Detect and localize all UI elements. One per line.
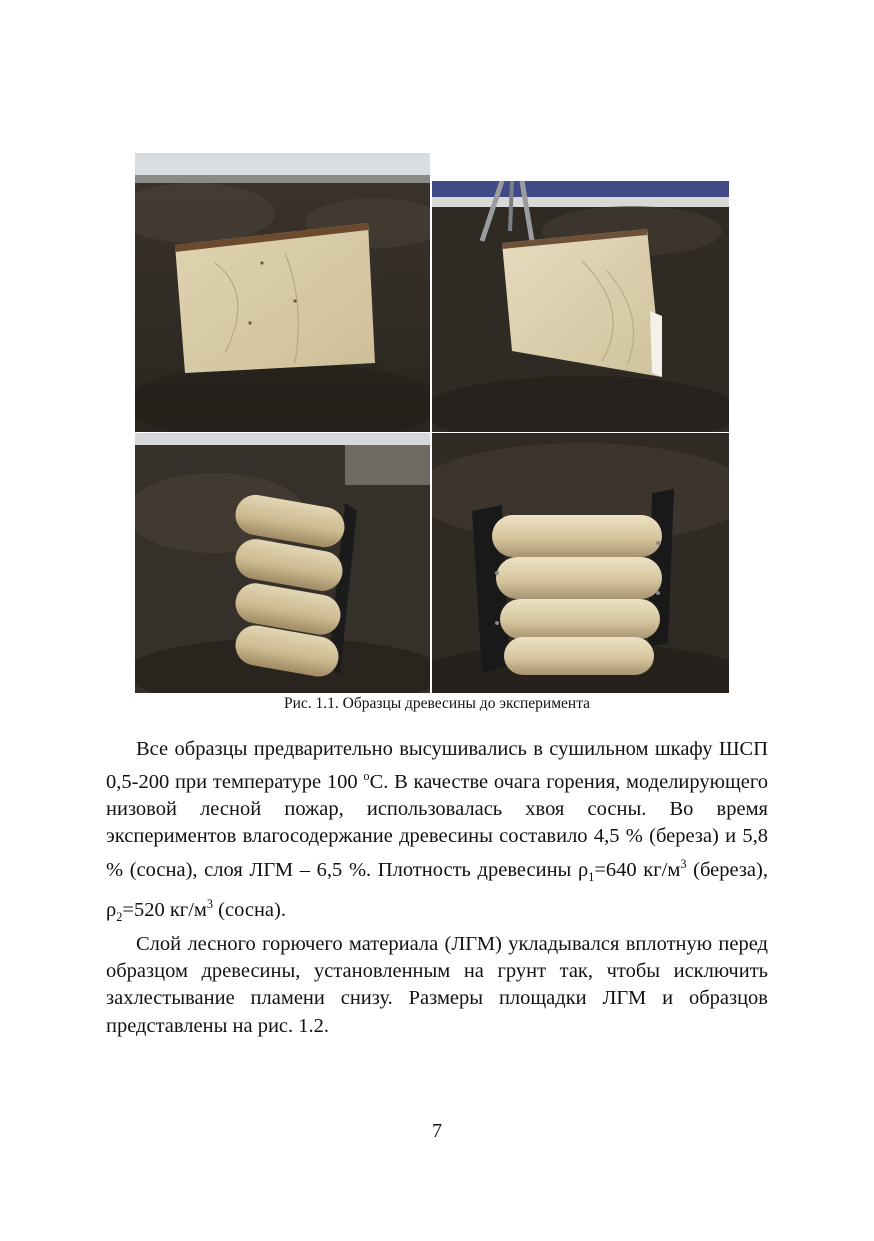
photo-birch-plank-tilted [432, 181, 729, 432]
photo-pine-logs-front [432, 433, 729, 693]
figure-caption: Рис. 1.1. Образцы древесины до эксперимента [283, 695, 591, 712]
paragraph-1: Все образцы предварительно высушивались в сушильном шкафу ШСП 0,5-200 при температуре 100 $^о$С. В качестве очага горения, моделирующего низовой лесной пожар, использовалась хвоя сосны. Во время экспериментов влагосодержание древесины составило 4,5 % (береза) и 5,8 % (сосна), слоя ЛГМ – 6,5 %. Плотность древесины $\rho_1=640$ $кг/м^3$ (береза), $\rho_2=520$ $кг/м^3$ (сосна). [106, 738, 768, 924]
photo-birch-plank-front [135, 153, 430, 432]
paragraph-2: Слой лесного горючего материала (ЛГМ) укладывался вплотную перед образцом древесины, установленным на грунт так, чтобы исключить захлестывание пламени снизу. Размеры площадки ЛГМ и образцов представлены на рис. 1.2. [106, 932, 768, 1037]
figure [135, 153, 729, 693]
body-text [106, 736, 768, 1040]
page-number: 7 [432, 1120, 442, 1142]
photo-pine-logs-angled [135, 433, 430, 693]
